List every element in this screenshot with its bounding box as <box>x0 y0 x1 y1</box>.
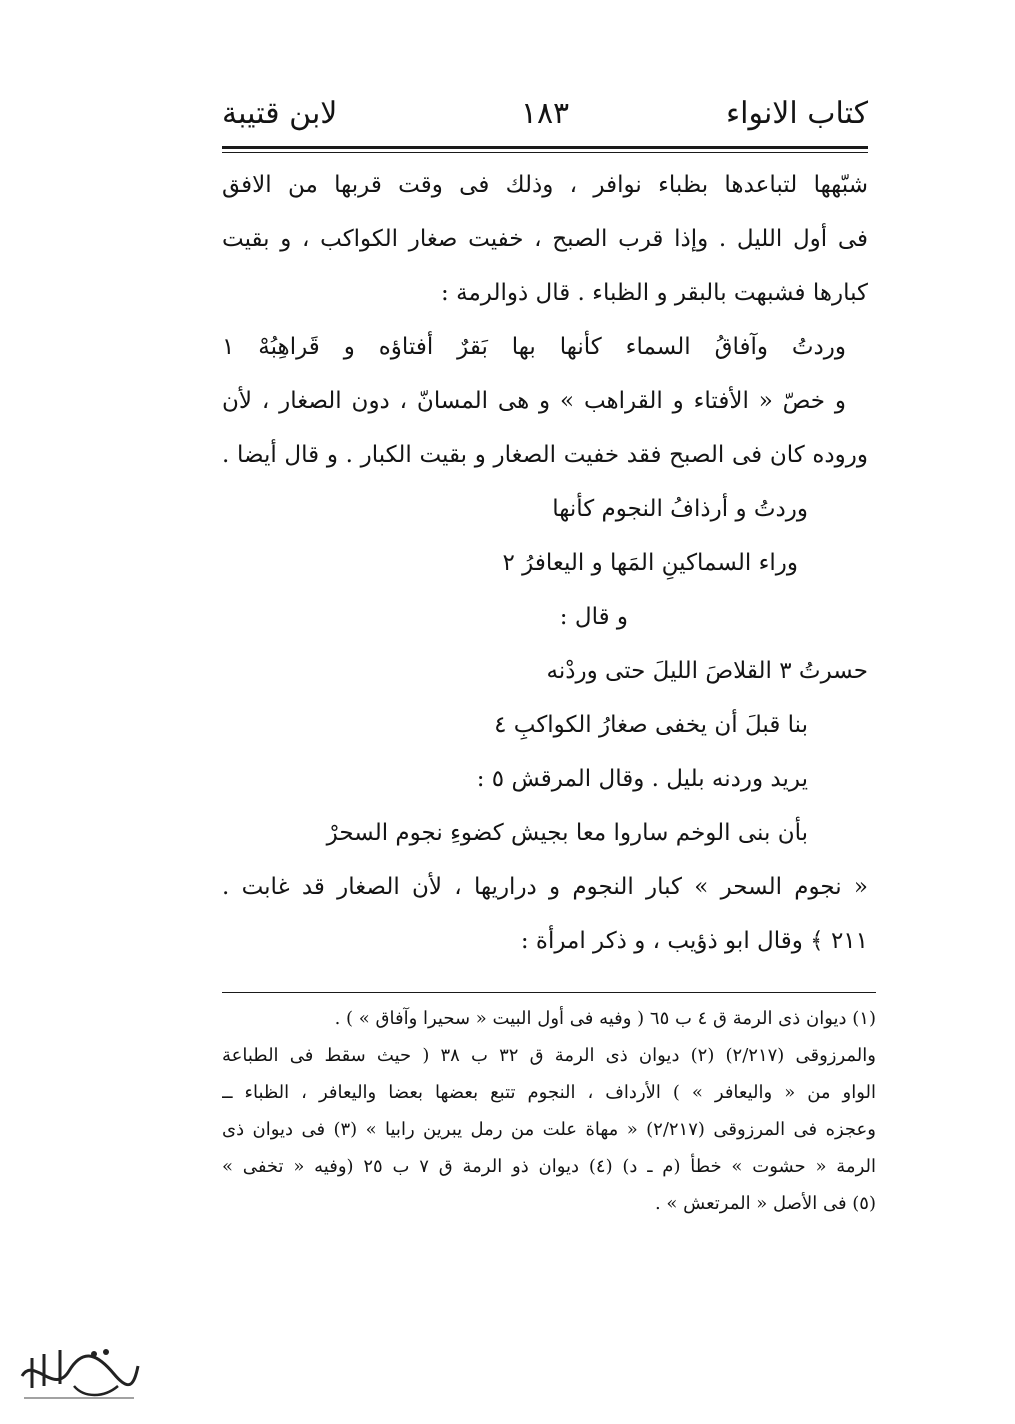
footnote-line: الرمة « حشوت » خطأ (م ـ د) (٤) ديوان ذو الرمة ق ٧ ب ٢٥ (وفيه « تخفى » <box>222 1156 876 1177</box>
text-line: شبّهها لتباعدها بظباء نوافر ، وذلك فى وقت قربها من الافق <box>222 172 868 198</box>
verse-line: وردتُ و أرذافُ النجوم كأنها <box>552 496 808 522</box>
footnote-line: (٥) فى الأصل « المرتعش » . <box>654 1193 876 1214</box>
footnote-line: وعجزه فى المرزوقى (٢/٢١٧) « مهاة علت من رمل يبرين رابيا » (٣) فى ديوان ذى <box>222 1119 876 1140</box>
book-title: كتاب الانواء <box>726 96 868 131</box>
text-line: و خصّ « الأفتاء و القراهب » و هى المسانّ ، دون الصغار ، لأن <box>222 388 846 414</box>
page-header <box>222 92 868 142</box>
verse-line: بأن بنى الوخم ساروا معا بجيش كضوءِ نجوم السحرْ <box>326 820 808 846</box>
footnote-line: والمرزوقى (٢/٢١٧) (٢) ديوان ذى الرمة ق ٣٢ ب ٣٨ ( حيث سقط فى الطباعة <box>222 1045 876 1066</box>
text-line: يريد وردنه بليل . وقال المرقش ٥ : <box>476 766 808 792</box>
text-line: كبارها فشبهت بالبقر و الظباء . قال ذوالرمة : <box>441 280 868 306</box>
header-rule-thin <box>222 152 868 153</box>
footnote-rule <box>222 992 876 993</box>
footnote-line: الواو من « واليعافر » ) الأرداف ، النجوم تتبع بعضها بعضا واليعافر ، الظباء ــ <box>222 1082 876 1103</box>
text-line: و قال : <box>559 604 628 630</box>
footnote-line: (١) ديوان ذى الرمة ق ٤ ب ٦٥ ( وفيه فى أول البيت « سحيرا وآفاق » ) . <box>334 1008 876 1029</box>
verse-line: بنا قبلَ أن يخفى صغارُ الكواكبِ ٤ <box>494 712 808 738</box>
footnotes <box>222 1000 876 1222</box>
verse-line: وراء السماكينِ المَها و اليعافرُ ٢ <box>502 550 798 576</box>
text-line: وروده كان فى الصبح فقد خفيت الصغار و بقيت الكبار . و قال أيضا . <box>222 442 868 468</box>
header-rule-thick <box>222 146 868 149</box>
publisher-logo <box>14 1336 144 1406</box>
text-line: « نجوم السحر » كبار النجوم و دراريها ، لأن الصغار قد غابت . <box>222 874 868 900</box>
text-line: فى أول الليل . وإذا قرب الصبح ، خفيت صغار الكواكب ، و بقيت <box>222 226 868 252</box>
verse-line: حسرتُ ٣ القلاصَ الليلَ حتى وردْنه <box>546 658 868 684</box>
text-line: ٢١١ ﴾ وقال ابو ذؤيب ، و ذكر امرأة : <box>520 928 868 954</box>
verse-line: وردتُ وآفاقُ السماء كأنها بها بَقرٌ أفتاؤه و قَراهِبُهْ ١ <box>222 334 846 360</box>
author-name: لابن قتيبة <box>222 96 338 131</box>
body-text <box>222 158 868 968</box>
page-number: ١٨٣ <box>520 96 570 131</box>
